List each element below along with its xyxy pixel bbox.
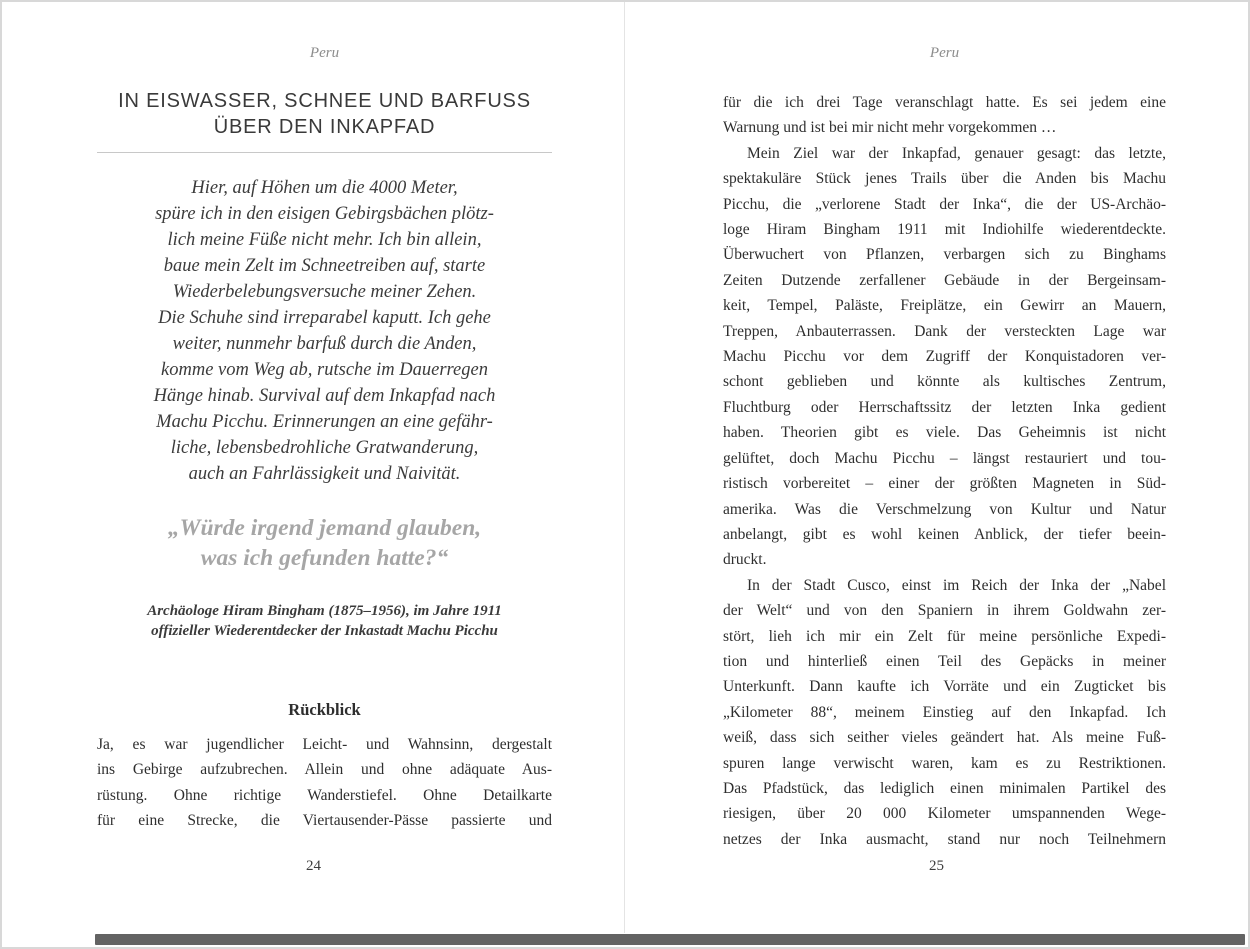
quote-attribution <box>97 601 552 641</box>
body-text-left <box>97 732 552 834</box>
book-bottom-edge <box>95 934 1245 945</box>
section-subhead: Rückblick <box>288 700 361 719</box>
text-line: rüstung. Ohne richtige Wanderstiefel. Ohne Detailkarte <box>97 786 552 804</box>
text-line: Unterkunft. Dann kaufte ich Vorräte und ein Zugticket bis <box>723 678 1166 696</box>
text-line: Picchu, die „verlorene Stadt der Inka“, die der US-Archäo- <box>723 195 1166 213</box>
text-line: der Welt“ und von den Spaniern in ihrem Goldwahn zer- <box>723 602 1166 620</box>
paragraph <box>97 732 552 834</box>
text-line: Treppen, Anbauterrassen. Dank der versteckten Lage war <box>723 322 1166 340</box>
running-head: Peru <box>929 45 960 61</box>
text-line: spuren lange verwischt waren, kam es zu Restriktionen. <box>723 754 1166 772</box>
text-line: komme vom Weg ab, rutsche im Dauerregen <box>161 360 488 380</box>
text-line: für eine Strecke, die Viertausender-Pässe passierte und <box>97 812 552 830</box>
text-line: Wiederbelebungsversuche meiner Zehen. <box>172 282 477 302</box>
page-number-right: 25 <box>929 858 944 874</box>
paragraph <box>723 573 1166 852</box>
text-line: ins Gebirge aufzubrechen. Allein und ohne adäquate Aus- <box>97 761 552 779</box>
text-line: offizieller Wiederentdecker der Inkastadt Machu Picchu <box>151 623 498 639</box>
text-line: weiß, dass sich seither vieles geändert hat. Als meine Fuß- <box>723 729 1166 747</box>
text-line: schont geblieben und könnte als kultisches Zentrum, <box>723 373 1166 391</box>
text-line: Die Schuhe sind irreparabel kaputt. Ich gehe <box>158 308 491 328</box>
text-line: Archäologe Hiram Bingham (1875–1956), im Jahre 1911 <box>147 603 502 619</box>
text-line: was ich gefunden hatte?“ <box>200 545 449 571</box>
text-line: weiter, nunmehr barfuß durch die Anden, <box>172 334 477 354</box>
title-rule <box>97 152 552 153</box>
pull-quote <box>97 513 552 573</box>
text-line: Hänge hinab. Survival auf dem Inkapfad nach <box>153 386 496 406</box>
chapter-title <box>97 88 552 140</box>
text-line: Das Pfadstück, das lediglich einen minimalen Partikel des <box>723 779 1166 797</box>
text-line: In der Stadt Cusco, einst im Reich der Inka der „Nabel <box>747 576 1166 594</box>
text-line: Hier, auf Höhen um die 4000 Meter, <box>191 178 458 198</box>
text-line: IN EISWASSER, SCHNEE UND BARFUSS <box>118 90 531 112</box>
text-line: liche, lebensbedrohliche Gratwanderung, <box>170 438 479 458</box>
text-line: für die ich drei Tage veranschlagt hatte. Es sei jedem eine <box>723 94 1166 111</box>
text-line: anbelangt, gibt es wohl keinen Anblick, der tiefer beein- <box>723 525 1166 543</box>
text-line: keit, Tempel, Paläste, Freiplätze, ein Gewirr an Mauern, <box>723 297 1166 315</box>
text-line: spüre ich in den eisigen Gebirgsbächen plötz- <box>155 204 494 224</box>
intro-teaser <box>97 175 552 487</box>
text-line: spektakuläre Stück jenes Trails über die Anden bis Machu <box>723 170 1166 188</box>
paragraph <box>723 141 1166 573</box>
text-line: haben. Theorien gibt es viele. Das Geheimnis ist nicht <box>723 424 1166 442</box>
text-line: Warnung und ist bei mir nicht mehr vorgekommen … <box>723 119 1057 137</box>
text-line: „Kilometer 88“, meinem Einstieg auf den Inkapfad. Ich <box>723 703 1166 721</box>
text-line: baue mein Zelt im Schneetreiben auf, starte <box>163 256 486 276</box>
text-line: gelüftet, doch Machu Picchu – längst restauriert und tou- <box>723 449 1166 467</box>
text-line: ristisch vorbereitet – einer der größten Magneten in Süd- <box>723 475 1166 493</box>
running-head: Peru <box>309 45 340 61</box>
text-line: stört, lieh ich mir ein Zelt für meine persönliche Expedi- <box>723 627 1166 645</box>
text-line: Mein Ziel war der Inkapfad, genauer gesagt: das letzte, <box>747 144 1166 162</box>
text-line: amerika. Was die Verschmelzung von Kultur und Natur <box>723 500 1166 518</box>
paragraph <box>723 90 1166 141</box>
left-page <box>2 2 625 947</box>
text-line: „Würde irgend jemand glauben, <box>167 515 482 541</box>
text-line: Überwuchert von Pflanzen, verbargen sich zu Binghams <box>723 246 1166 264</box>
body-text-right <box>723 90 1166 852</box>
text-line: auch an Fahrlässigkeit und Naivität. <box>188 464 461 484</box>
text-line: Fluchtburg oder Herrschaftssitz der letzten Inka gedient <box>723 398 1166 416</box>
text-line: riesigen, über 20 000 Kilometer umspannenden Wege- <box>723 805 1166 823</box>
text-line: loge Hiram Bingham 1911 mit Indiohilfe wiederentdeckte. <box>723 221 1166 239</box>
text-line: netzes der Inka ausmacht, stand nur noch Teilnehmern <box>723 830 1166 848</box>
page-number-left: 24 <box>306 858 321 874</box>
text-line: Zeiten Dutzende zerfallener Gebäude in der Bergeinsam- <box>723 271 1166 289</box>
text-line: tion und hinterließ einen Teil des Gepäcks in meiner <box>723 652 1166 670</box>
text-line: druckt. <box>723 551 767 569</box>
text-line: Ja, es war jugendlicher Leicht- und Wahnsinn, dergestalt <box>97 736 552 753</box>
text-line: lich meine Füße nicht mehr. Ich bin allein, <box>167 230 482 250</box>
text-line: ÜBER DEN INKAPFAD <box>213 116 436 138</box>
text-line: Machu Picchu vor dem Zugriff der Konquistadoren ver- <box>723 348 1166 366</box>
right-page <box>625 2 1248 947</box>
text-line: Machu Picchu. Erinnerungen an eine gefähr- <box>156 412 493 432</box>
